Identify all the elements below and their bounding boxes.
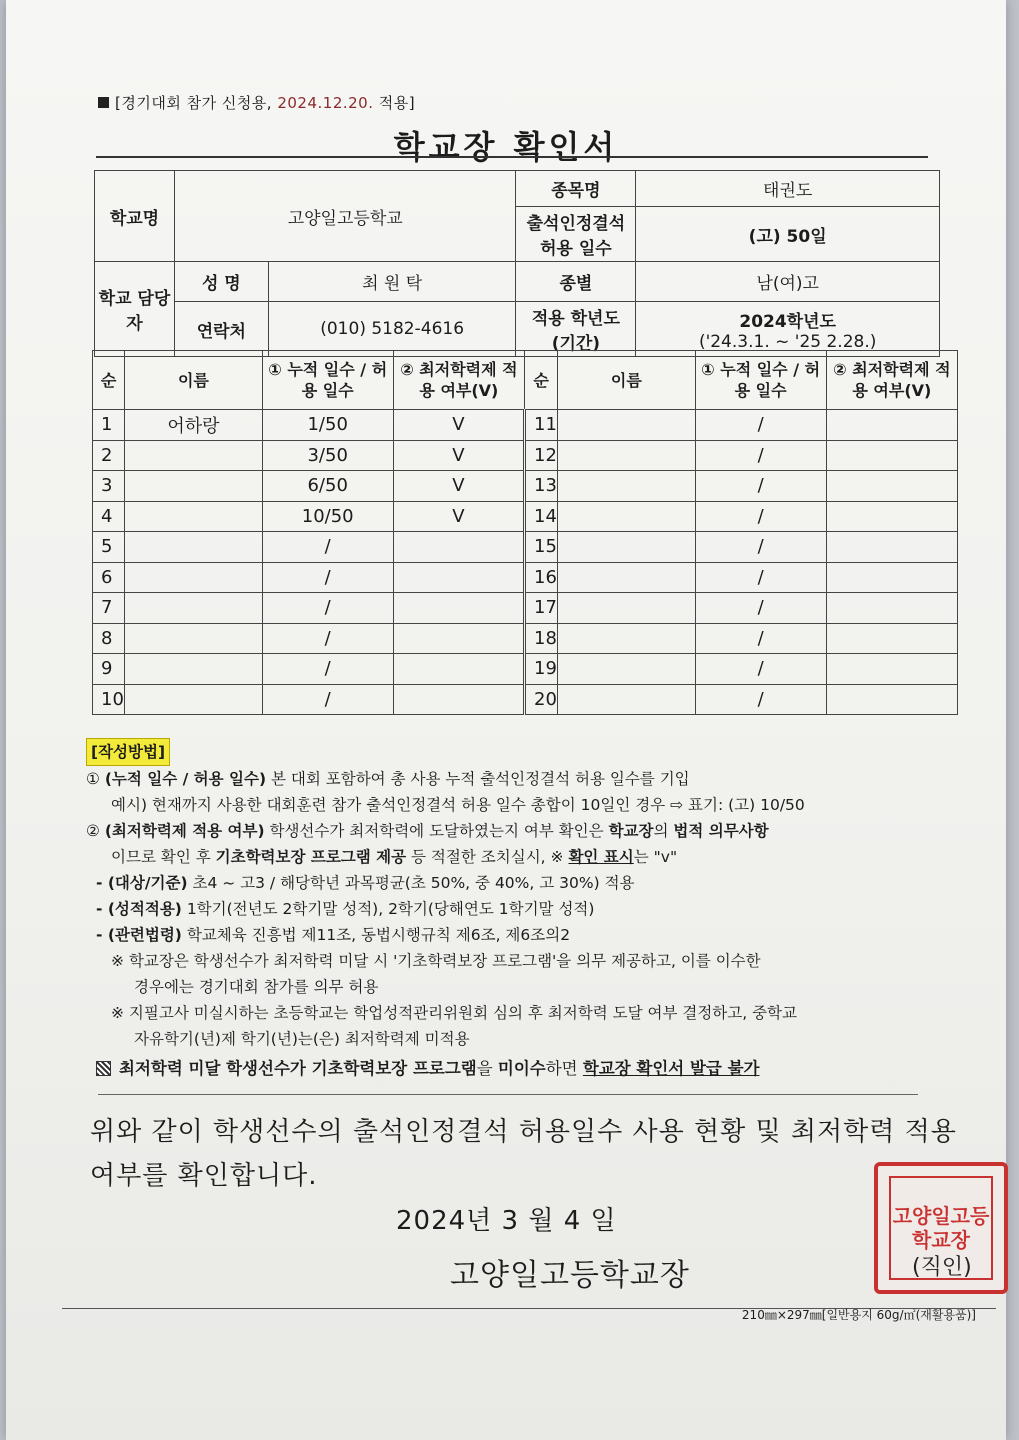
guide-note-1: ※ 학교장은 학생선수가 최저학력 미달 시 '기초학력보장 프로그램'을 의무 제공하고, 이를 이수한 [111,952,761,970]
cell-days: / [695,501,826,532]
col-days-2: ① 누적 일수 / 허용 일수 [695,351,826,410]
cell-no: 19 [525,654,558,685]
checkbox-icon [96,1061,111,1076]
guide-item-2-line2 [86,844,976,870]
header-note-date: 2024.12.20. [277,94,374,112]
cell-min [826,532,957,563]
cell-min [826,501,957,532]
gender-value: 남(여)고 [636,262,940,302]
cell-days: / [695,471,826,502]
final-d: 미이수 [497,1059,546,1078]
table-row [93,593,958,624]
cell-name [558,654,695,685]
detail-2-text: 1학기(전년도 2학기말 성적), 2학기(당해연도 1학기말 성적) [181,900,595,918]
cell-min: V [393,440,524,471]
cell-days: / [262,593,393,624]
cell-min [826,654,957,685]
guide-2-l2d: 확인 표시 [568,848,634,866]
table-row [93,623,958,654]
cell-no: 4 [93,501,125,532]
cell-days: 1/50 [262,410,393,441]
cell-min [826,440,957,471]
cell-min [826,593,957,624]
cell-min [826,623,957,654]
principal-name: 고양일고등학교장 [450,1258,690,1293]
guide-detail-2 [86,896,976,922]
cell-days: / [695,654,826,685]
name-value: 최 원 탁 [268,262,516,302]
cell-name [125,562,262,593]
student-table [92,350,958,715]
guide-note-2b: 자유학기(년)제 학기(년)는(은) 최저학력제 미적용 [134,1030,470,1048]
cell-min: V [393,410,524,441]
guide-1-text: 본 대회 포함하여 총 사용 누적 출석인정결석 허용 일수를 기입 [266,770,690,788]
sport-label: 종목명 [516,171,636,207]
guide-2-l2e: 는 "v" [633,848,678,866]
table-row [93,532,958,563]
cell-days: / [262,654,393,685]
stamp-label: (직인) [912,1255,972,1280]
cell-name [125,623,262,654]
contact-value: (010) 5182-4616 [268,302,516,357]
table-row [93,440,958,471]
cell-days: / [695,532,826,563]
cell-days: / [695,684,826,715]
guide-detail-3 [86,922,976,948]
guide-2-text: 학생선수가 최저학력에 도달하였는지 여부 확인은 [264,822,609,840]
final-c: 을 [476,1059,498,1078]
col-name: 이름 [125,351,262,410]
cell-name [125,501,262,532]
cell-days: 6/50 [262,471,393,502]
cell-no: 12 [525,440,558,471]
cell-no: 11 [525,410,558,441]
cell-days: / [262,562,393,593]
table-row [93,684,958,715]
table-header-row [93,351,958,410]
cell-name [558,532,695,563]
cell-min [393,532,524,563]
circle-2-icon: ② [86,822,100,840]
gender-label: 종별 [516,262,636,302]
final-a: 최저학력 미달 학생선수가 [119,1059,312,1078]
cell-days: / [695,440,826,471]
manager-label: 학교 담당자 [95,262,175,357]
guide-2-bold: (최저학력제 적용 여부) [104,822,265,840]
allow-value: (고) 50일 [636,207,940,262]
final-e: 하면 [545,1059,583,1078]
cell-no: 6 [93,562,125,593]
cell-days: / [695,410,826,441]
guide-1-bold: (누적 일수 / 허용 일수) [104,770,267,788]
cell-min [826,410,957,441]
header-note [98,92,415,113]
cell-min [393,562,524,593]
table-row [93,471,958,502]
allow-label: 출석인정결석 허용 일수 [516,207,636,262]
table-row [93,501,958,532]
cell-name [558,623,695,654]
guide-item-1 [86,766,976,792]
cell-no: 20 [525,684,558,715]
final-f: 학교장 확인서 발급 불가 [582,1059,760,1078]
col-name-2: 이름 [558,351,695,410]
cell-min [826,471,957,502]
cell-no: 18 [525,623,558,654]
guide-2-l2c: 등 적절한 조치실시, ※ [406,848,569,866]
col-no-2: 순 [525,351,558,410]
cell-min [393,623,524,654]
cell-min [826,684,957,715]
name-label: 성 명 [174,262,268,302]
square-bullet-icon [98,97,109,108]
cell-name: 어하랑 [125,410,262,441]
header-note-suffix: 적용] [373,94,416,112]
period-value: ('24.3.1. ~ '25 2.28.) [698,331,877,352]
cell-name [125,532,262,563]
cell-no: 7 [93,593,125,624]
detail-3-bold: - (관련법령) [96,926,182,944]
cell-min [393,654,524,685]
title-divider [96,156,928,158]
table-row [93,410,958,441]
cell-name [558,684,695,715]
contact-label: 연락처 [174,302,268,357]
paper-spec-footer: 210㎜×297㎜[일반용지 60g/㎡(재활용품)] [741,1308,976,1322]
cell-days: / [262,623,393,654]
section-divider [98,1094,918,1095]
cell-min: V [393,471,524,502]
cell-no: 16 [525,562,558,593]
guide-header: [작성방법] [86,738,170,766]
detail-2-bold: - (성적적용) [96,900,182,918]
cell-name [125,684,262,715]
table-row [93,654,958,685]
cell-no: 8 [93,623,125,654]
document-page [6,0,1006,1440]
cell-no: 13 [525,471,558,502]
cell-no: 9 [93,654,125,685]
detail-3-text: 학교체육 진흥법 제11조, 동법시행규칙 제6조, 제6조의2 [181,926,571,944]
cell-no: 5 [93,532,125,563]
cell-days: / [262,532,393,563]
year-cell [636,302,940,357]
year-label: 적용 학년도 (기간) [516,302,636,357]
guide-2-text2: 의 [653,822,674,840]
cell-min: V [393,501,524,532]
cell-min [393,593,524,624]
seal-text: 고양일고등학교장 [889,1176,993,1280]
year-value: 2024학년도 [739,311,836,332]
school-value: 고양일고등학교 [174,171,516,262]
school-label: 학교명 [95,171,175,262]
cell-name [558,501,695,532]
guide-example: 예시) 현재까지 사용한 대회훈련 참가 출석인정결석 허용 일수 총합이 10일인 경우 ⇨ 표기: (고) 10/50 [111,796,805,814]
header-note-prefix: [경기대회 참가 신청용, [115,94,278,112]
guide-2-l2b: 기초학력보장 프로그램 제공 [215,848,407,866]
cell-name [558,471,695,502]
cell-days: / [695,623,826,654]
final-b: 기초학력보장 프로그램 [311,1059,477,1078]
cell-min [393,684,524,715]
guide-note-2: ※ 지필고사 미실시하는 초등학교는 학업성적관리위원회 심의 후 최저학력 도달 여부 결정하고, 중학교 [111,1004,798,1022]
signature-date: 2024년 3 월 4 일 [396,1206,617,1236]
guide-2-l2a: 이므로 확인 후 [111,848,216,866]
cell-name [558,440,695,471]
cell-no: 3 [93,471,125,502]
cell-name [558,593,695,624]
cell-days: 10/50 [262,501,393,532]
sport-value: 태권도 [636,171,940,207]
cell-name [125,654,262,685]
guide-detail-1 [86,870,976,896]
col-min-2: ② 최저학력제 적용 여부(V) [826,351,957,410]
cell-no: 14 [525,501,558,532]
cell-no: 17 [525,593,558,624]
guide-2-bold3: 법적 의무사항 [673,822,769,840]
table-row [93,562,958,593]
confirm-statement: 위와 같이 학생선수의 출석인정결석 허용일수 사용 현황 및 최저학력 적용 여부를 확인합니다. [90,1117,957,1191]
detail-1-bold: - (대상/기준) [96,874,188,892]
guide-2-bold2: 학교장 [608,822,654,840]
cell-min [826,562,957,593]
circle-1-icon: ① [86,770,100,788]
document-title: 학교장 확인서 [393,128,619,166]
cell-name [558,562,695,593]
guide-item-2 [86,818,976,844]
guide-note-1b: 경우에는 경기대회 참가를 의무 허용 [134,978,379,996]
col-days: ① 누적 일수 / 허용 일수 [262,351,393,410]
cell-no: 15 [525,532,558,563]
cell-name [125,440,262,471]
cell-name [125,471,262,502]
guide-final-note [86,1056,976,1082]
cell-name [125,593,262,624]
guide-section [86,738,976,1082]
info-table [94,170,940,357]
cell-no: 2 [93,440,125,471]
cell-days: 3/50 [262,440,393,471]
cell-days: / [262,684,393,715]
col-no: 순 [93,351,125,410]
cell-name [558,410,695,441]
detail-1-text: 초4 ~ 고3 / 해당학년 과목평균(초 50%, 중 40%, 고 30%) 적용 [187,874,635,892]
cell-no: 10 [93,684,125,715]
cell-days: / [695,562,826,593]
col-min: ② 최저학력제 적용 여부(V) [393,351,524,410]
cell-no: 1 [93,410,125,441]
cell-days: / [695,593,826,624]
